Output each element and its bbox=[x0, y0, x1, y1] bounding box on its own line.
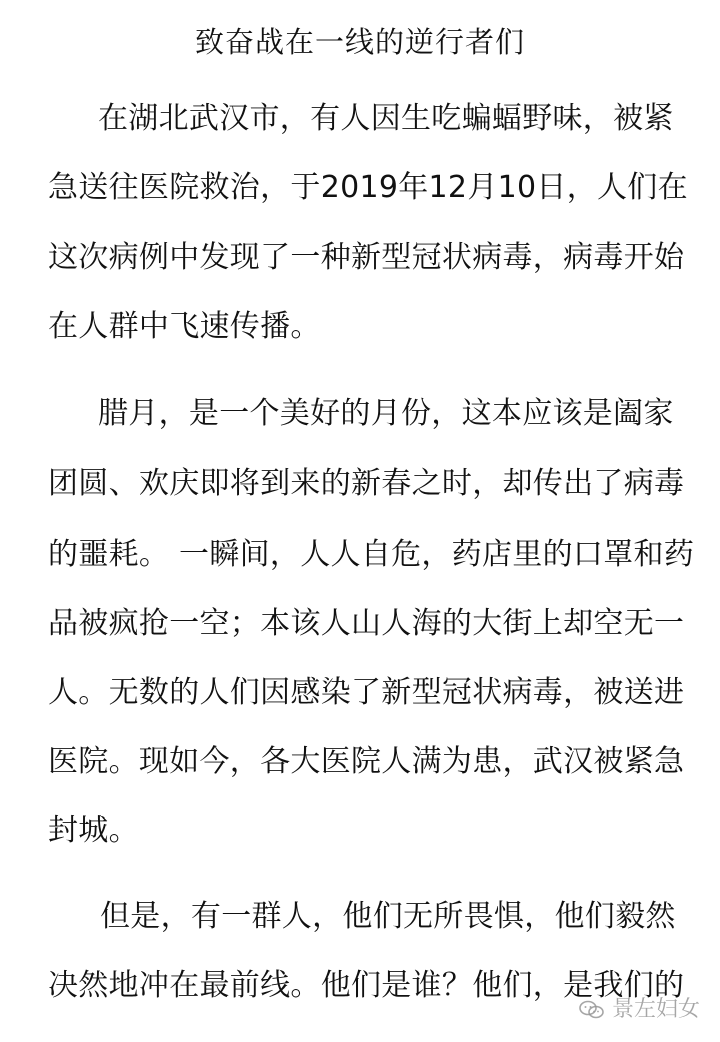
wechat-icon bbox=[578, 999, 606, 1021]
article-title: 致奋战在一线的逆行者们 bbox=[194, 25, 525, 59]
text-line-12: 但是，有一群人，他们无所畏惧，他们毅然 bbox=[100, 899, 676, 934]
text-line-8: 品被疯抢一空；本该人山人海的大街上却空无一 bbox=[48, 606, 685, 641]
text-line-6: 团圆、欢庆即将到来的新春之时，却传出了病毒 bbox=[48, 466, 685, 501]
text-line-13: 决然地冲在最前线。他们是谁？他们，是我们的 bbox=[48, 968, 685, 1003]
text-line-11: 封城。 bbox=[48, 813, 139, 848]
text-line-10: 医院。现如今，各大医院人满为患，武汉被紧急 bbox=[48, 744, 685, 779]
text-line-3: 这次病例中发现了一种新型冠状病毒，病毒开始 bbox=[48, 240, 685, 275]
text-line-1: 在湖北武汉市，有人因生吃蝙蝠野味，被紧 bbox=[98, 101, 674, 136]
watermark bbox=[578, 996, 700, 1024]
text-line-4: 在人群中飞速传播。 bbox=[48, 309, 321, 344]
text-line-9: 人。无数的人们因感染了新型冠状病毒，被送进 bbox=[48, 675, 685, 710]
text-line-7: 的噩耗。 一瞬间，人人自危，药店里的口罩和药 bbox=[48, 537, 695, 572]
watermark-label: 景左妇女 bbox=[611, 997, 700, 1022]
text-line-5: 腊月，是一个美好的月份，这本应该是阖家 bbox=[98, 396, 674, 431]
text-line-2: 急送往医院救治，于2019年12月10日，人们在 bbox=[48, 170, 688, 205]
